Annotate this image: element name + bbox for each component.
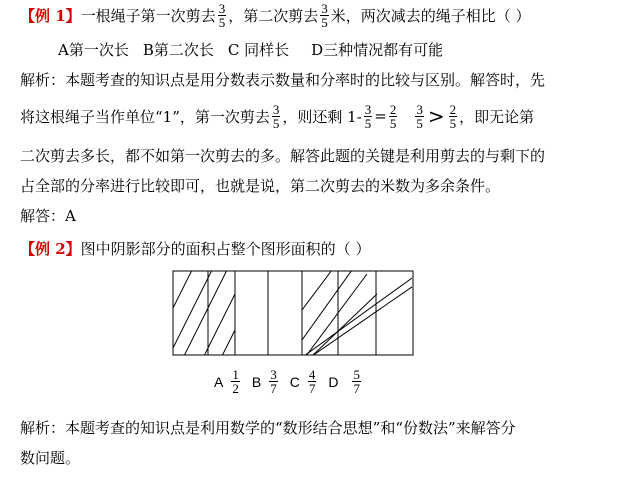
analysis1-line2-a: 将这根绳子当作单位“1”，第一次剪去	[20, 107, 270, 126]
option-c: C 同样长	[227, 40, 290, 59]
analysis1-line2-c: ，即无论第	[459, 107, 535, 126]
example2-text: 图中阴影部分的面积占整个图形面积的（ ）	[80, 239, 371, 258]
outer-rectangle	[173, 271, 413, 355]
answer-a: A $\frac{1}{2}$	[214, 367, 239, 396]
example2-answers	[214, 368, 373, 395]
analysis1-line2	[20, 101, 534, 131]
answer-d: D $\frac{5}{7}$	[328, 367, 360, 396]
analysis1-line4: 占全部的分率进行比较即可，也就是说，第二次剪去的米数为多余条件。	[20, 176, 501, 195]
example1-text-a: 一根绳子第一次剪去	[80, 6, 216, 25]
example2-tag: 【例 2】	[20, 239, 81, 258]
hatch-left	[172, 270, 247, 358]
equals-sign: =	[374, 107, 387, 125]
fraction: $\frac{3}{5}$	[364, 101, 372, 131]
shaded-rectangle-figure	[172, 270, 424, 358]
fraction: $\frac{3}{5}$	[272, 101, 280, 131]
analysis2-line1: 解析：本题考查的知识点是利用数学的“数形结合思想”和“份数法”来解答分	[20, 418, 516, 437]
option-a: A第一次长	[58, 40, 129, 59]
analysis1-line3: 二次剪去多长，都不如第一次剪去的多。解答此题的关键是利用剪去的与剩下的	[20, 146, 546, 165]
greater-than-sign: >	[427, 104, 445, 128]
analysis1-line2-b: ，则还剩 1-	[282, 107, 362, 126]
example1-options	[58, 34, 443, 64]
analysis1-line1: 解析：本题考查的知识点是用分数表示数量和分率时的比较与区别。解答时，先	[20, 70, 546, 89]
answer-c: C $\frac{4}{7}$	[289, 367, 316, 396]
fraction: $\frac{2}{5}$	[389, 101, 397, 131]
analysis2-line2: 数问题。	[20, 448, 81, 467]
example1-tag: 【例 1】	[20, 6, 81, 25]
example1-text-b: ，第二次剪去	[228, 6, 319, 25]
option-d: D三种情况都有可能	[311, 40, 444, 59]
fraction: $\frac{3}{5}$	[321, 0, 328, 30]
example2-question	[20, 233, 370, 263]
fraction: $\frac{3}{5}$	[416, 101, 423, 131]
example1-question	[20, 0, 530, 30]
fraction: $\frac{2}{5}$	[449, 101, 457, 131]
fraction: $\frac{3}{5}$	[218, 0, 226, 30]
hatch-right	[302, 270, 422, 356]
analysis1-answer: 解答：A	[20, 206, 76, 225]
example1-text-c: 米，两次减去的绳子相比（ ）	[330, 6, 531, 25]
answer-b: B $\frac{3}{7}$	[251, 367, 277, 396]
option-b: B第二次长	[142, 40, 214, 59]
